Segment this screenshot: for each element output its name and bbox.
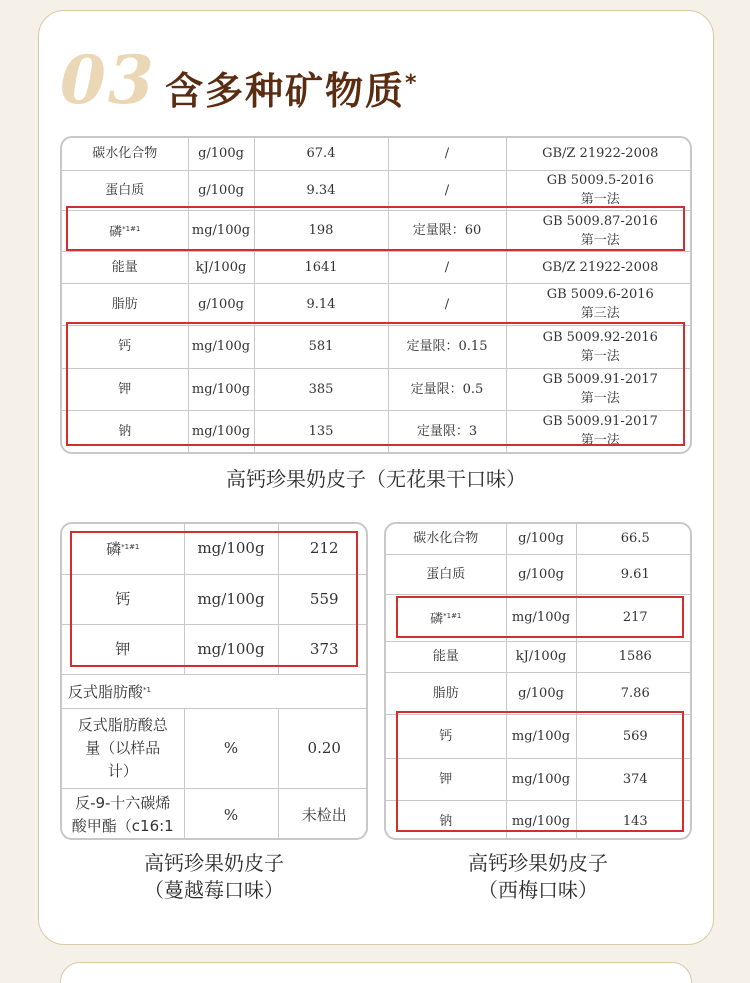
caption-cranberry-line2: （蔓越莓口味） (144, 878, 284, 902)
table3-cell: 9.61 (576, 554, 692, 594)
table-row (62, 708, 368, 788)
table1-cell: 9.34 (254, 170, 388, 210)
table1-cell: 能量 (62, 251, 188, 283)
table2-cell: 373 (278, 624, 368, 674)
table3-cell: kJ/100g (506, 641, 576, 672)
table1-cell: / (388, 251, 506, 283)
table1-cell: 581 (254, 325, 388, 368)
section-title-mark: * (405, 71, 419, 96)
table1-cell: mg/100g (188, 210, 254, 251)
table2-cell: 磷$^{*1\#1}$ (106, 540, 140, 559)
phosphorus-footnote-mark: *1#1 (122, 224, 141, 233)
table-row (62, 251, 692, 283)
caption-prune-line1: 高钙珍果奶皮子 (468, 851, 608, 875)
table1-cell: / (388, 170, 506, 210)
table-row (62, 574, 368, 624)
table1-cell: 脂肪 (62, 283, 188, 325)
table-cranberry-nutrition (60, 522, 368, 840)
table3-cell: g/100g (506, 554, 576, 594)
table-row (62, 524, 368, 574)
table1-cell: 蛋白质 (62, 170, 188, 210)
table3-cell: 蛋白质 (386, 554, 506, 594)
table-row (62, 788, 368, 840)
table2-trans-cell: 反式脂肪酸总 量（以样品 计） (62, 708, 184, 788)
table1-cell: 135 (254, 410, 388, 452)
caption-prune (384, 850, 692, 904)
table1-cell: 9.14 (254, 283, 388, 325)
table2-cell: mg/100g (184, 624, 278, 674)
table1-cell: 198 (254, 210, 388, 251)
table3-cell: 钙 (386, 714, 506, 758)
table3-cell: 碳水化合物 (413, 531, 479, 547)
table2-cell: mg/100g (184, 524, 278, 574)
table2-trans-cell: % (184, 708, 278, 788)
table1-cell: / (388, 283, 506, 325)
section-number: 03 (60, 41, 156, 119)
table-row (62, 210, 692, 251)
table2-cell: 钙 (62, 574, 184, 624)
table3-cell: 脂肪 (386, 672, 506, 714)
caption-cranberry-line1: 高钙珍果奶皮子 (144, 851, 284, 875)
trans-fat-header-mark: *1 (143, 685, 151, 694)
table3-cell: 143 (576, 800, 692, 840)
caption-cranberry (60, 850, 368, 904)
table3-cell: 374 (576, 758, 692, 800)
table2-cell: mg/100g (184, 574, 278, 624)
table-row (386, 672, 692, 714)
table1-cell: 385 (254, 368, 388, 410)
table2-trans-cell: 未检出 (278, 788, 368, 840)
table1-cell: 定量限：3 (388, 410, 506, 452)
table3-cell: 569 (576, 714, 692, 758)
table1-cell: GB 5009.6-2016 第三法 (506, 283, 692, 325)
section-title-text: 含多种矿物质 (165, 69, 406, 113)
phosphorus-footnote-mark: *1#1 (121, 543, 140, 552)
table3-cell: g/100g (506, 524, 576, 554)
table-fig-nutrition (60, 136, 692, 454)
phosphorus-footnote-mark: *1#1 (443, 611, 462, 620)
table1-cell: 碳水化合物 (92, 146, 158, 162)
table-row (62, 283, 692, 325)
table2-trans-cell: 反-9-十六碳烯 酸甲酯（c16:1 (62, 788, 184, 840)
table1-cell: GB 5009.91-2017 第一法 (506, 410, 692, 452)
caption-fig: 高钙珍果奶皮子（无花果干口味） (226, 467, 526, 491)
table3-cell: mg/100g (506, 714, 576, 758)
table-row (386, 594, 692, 641)
table1-cell: 钠 (62, 410, 188, 452)
table1-cell: 磷$^{*1\#1}$ (62, 210, 188, 251)
table-row (62, 674, 368, 708)
table-row (386, 758, 692, 800)
table-row (386, 554, 692, 594)
table1-cell: g/100g (188, 283, 254, 325)
table1-cell: GB 5009.91-2017 第一法 (506, 368, 692, 410)
table3-cell: 217 (576, 594, 692, 641)
table-row (386, 524, 692, 554)
next-card (60, 962, 692, 983)
table-row (386, 800, 692, 840)
table1-cell: 67.4 (254, 138, 388, 170)
trans-fat-header-text: 反式脂肪酸 (68, 682, 144, 701)
table3-cell: 能量 (386, 641, 506, 672)
table1-cell: 1641 (254, 251, 388, 283)
table2-cell: 钾 (62, 624, 184, 674)
table3-cell: 钠 (386, 800, 506, 840)
table3-cell: mg/100g (506, 758, 576, 800)
table3-cell: 1586 (576, 641, 692, 672)
table1-cell: g/100g (188, 170, 254, 210)
table-row (62, 138, 692, 170)
table3-cell: 磷$^{*1\#1}$ (386, 594, 506, 641)
table2-cell: 559 (278, 574, 368, 624)
table1-cell: 定量限：60 (388, 210, 506, 251)
table1-cell: mg/100g (188, 325, 254, 368)
table1-cell: 钙 (62, 325, 188, 368)
table-row (386, 641, 692, 672)
table1-cell: / (388, 138, 506, 170)
table1-cell: g/100g (188, 138, 254, 170)
table1-cell: 钾 (62, 368, 188, 410)
table1-cell: GB/Z 21922-2008 (506, 251, 692, 283)
table-row (62, 325, 692, 368)
table-row (62, 410, 692, 452)
table1-cell: GB 5009.5-2016 第一法 (506, 170, 692, 210)
caption-prune-line2: （西梅口味） (478, 878, 598, 902)
table-row (386, 714, 692, 758)
table1-cell: GB/Z 21922-2008 (506, 138, 692, 170)
table-row (62, 170, 692, 210)
table3-cell: mg/100g (506, 594, 576, 641)
table1-cell: 定量限：0.5 (388, 368, 506, 410)
table1-cell: GB 5009.92-2016 第一法 (506, 325, 692, 368)
table3-cell: g/100g (506, 672, 576, 714)
section-title (165, 58, 419, 117)
table1-cell: GB 5009.87-2016 第一法 (506, 210, 692, 251)
table-prune-nutrition (384, 522, 692, 840)
table2-trans-cell: % (184, 788, 278, 840)
table1-cell: kJ/100g (188, 251, 254, 283)
table3-cell: 7.86 (576, 672, 692, 714)
trans-fat-header (62, 674, 368, 708)
table1-cell: mg/100g (188, 368, 254, 410)
table2-trans-cell: 0.20 (278, 708, 368, 788)
table3-cell: 钾 (386, 758, 506, 800)
table2-cell: 212 (278, 524, 368, 574)
table3-cell: 66.5 (576, 524, 692, 554)
table1-cell: 定量限：0.15 (388, 325, 506, 368)
table1-cell: mg/100g (188, 410, 254, 452)
table-row (62, 368, 692, 410)
table-row (62, 624, 368, 674)
table3-cell: mg/100g (506, 800, 576, 840)
